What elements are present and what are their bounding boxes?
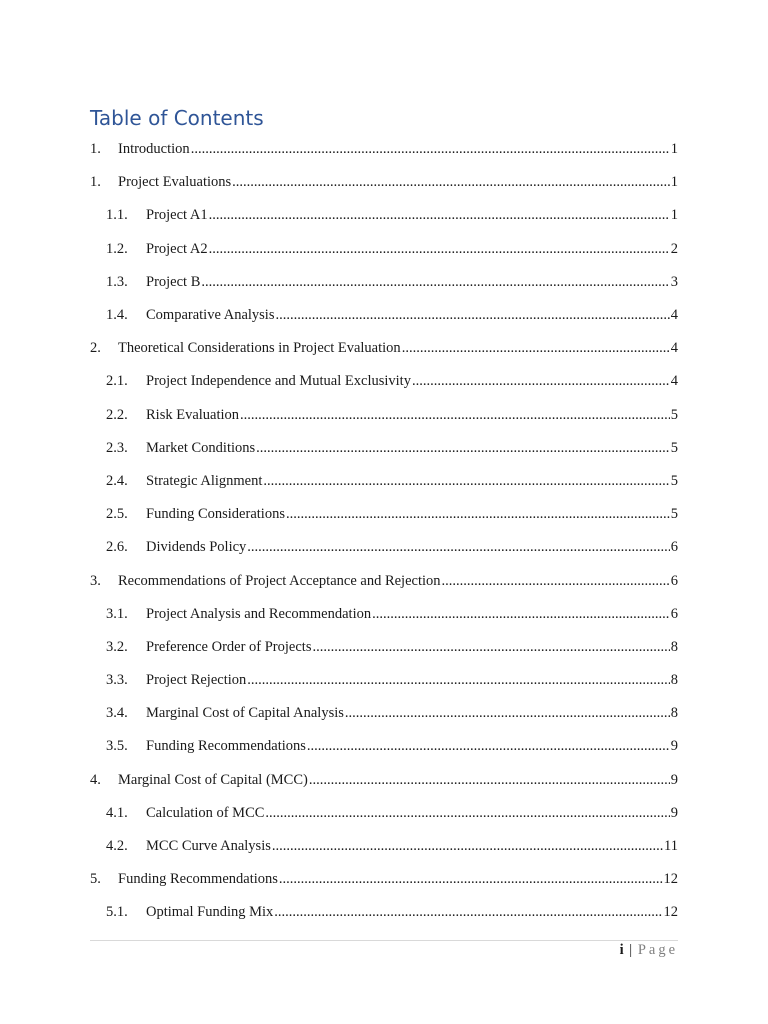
toc-dot-leader: [309, 772, 670, 789]
toc-entry[interactable]: [90, 299, 678, 332]
toc-entry-label: Introduction: [118, 141, 190, 158]
toc-entry-label: Project Independence and Mutual Exclusivity: [146, 373, 411, 390]
toc-dot-leader: [265, 805, 669, 822]
toc-dot-leader: [275, 307, 669, 324]
toc-entry-label: Project A2: [146, 240, 208, 257]
toc-entry-label: Project Evaluations: [118, 174, 232, 191]
toc-dot-leader: [247, 672, 669, 689]
toc-entry-page: 1: [670, 207, 678, 224]
toc-entry-label: Calculation of MCC: [146, 804, 265, 821]
toc-entry[interactable]: [90, 564, 678, 597]
toc-entry-number: 3.2.: [106, 638, 128, 655]
toc-list: [90, 133, 678, 930]
toc-entry-page: 8: [670, 638, 678, 655]
toc-entry[interactable]: [90, 332, 678, 365]
toc-entry-page: 11: [664, 838, 678, 855]
toc-dot-leader: [209, 207, 670, 224]
toc-entry-number: 2.6.: [106, 539, 128, 556]
toc-entry-number: 2.2.: [106, 406, 128, 423]
toc-dot-leader: [279, 871, 663, 888]
toc-entry-number: 2.3.: [106, 439, 128, 456]
toc-entry[interactable]: [90, 531, 678, 564]
toc-entry[interactable]: [90, 166, 678, 199]
toc-entry[interactable]: [90, 664, 678, 697]
toc-entry-number: 2.: [90, 340, 101, 357]
toc-entry-number: 3.5.: [106, 738, 128, 755]
toc-entry-number: 1.: [90, 174, 101, 191]
toc-entry[interactable]: [90, 697, 678, 730]
footer-rule: [90, 940, 678, 941]
toc-dot-leader: [232, 174, 670, 191]
toc-entry-label: Preference Order of Projects: [146, 638, 312, 655]
toc-entry-page: 12: [663, 871, 678, 888]
toc-entry-page: 9: [670, 738, 678, 755]
toc-dot-leader: [372, 606, 670, 623]
toc-dot-leader: [412, 373, 670, 390]
toc-entry-label: Project A1: [146, 207, 208, 224]
toc-entry-page: 2: [670, 240, 678, 257]
toc-dot-leader: [442, 573, 670, 590]
toc-entry-page: 8: [670, 672, 678, 689]
toc-entry-label: Recommendations of Project Acceptance and Rejection: [118, 572, 441, 589]
toc-entry[interactable]: [90, 233, 678, 266]
toc-entry-number: 1.2.: [106, 240, 128, 257]
toc-entry-label: Funding Considerations: [146, 506, 285, 523]
toc-entry-page: 5: [670, 406, 678, 423]
toc-entry-page: 1: [670, 174, 678, 191]
toc-entry-number: 4.: [90, 771, 101, 788]
toc-entry[interactable]: [90, 598, 678, 631]
toc-entry-label: Marginal Cost of Capital (MCC): [118, 771, 308, 788]
toc-entry-page: 3: [670, 273, 678, 290]
toc-entry-number: 1.: [90, 141, 101, 158]
toc-entry[interactable]: [90, 365, 678, 398]
footer-page-number: i: [619, 942, 624, 958]
toc-entry-label: Funding Recommendations: [146, 738, 306, 755]
toc-title: Table of Contents: [90, 106, 264, 130]
toc-entry-number: 3.1.: [106, 605, 128, 622]
toc-entry[interactable]: [90, 631, 678, 664]
toc-dot-leader: [256, 440, 670, 457]
toc-entry-label: MCC Curve Analysis: [146, 838, 271, 855]
toc-dot-leader: [274, 904, 662, 921]
toc-entry-label: Market Conditions: [146, 439, 256, 456]
toc-dot-leader: [263, 473, 669, 490]
toc-dot-leader: [209, 241, 670, 258]
toc-entry-page: 1: [670, 141, 678, 158]
toc-dot-leader: [247, 539, 669, 556]
toc-entry-label: Strategic Alignment: [146, 472, 263, 489]
toc-dot-leader: [240, 407, 670, 424]
toc-entry-page: 6: [670, 605, 678, 622]
toc-entry-number: 3.: [90, 572, 101, 589]
toc-entry-page: 5: [670, 472, 678, 489]
toc-entry-label: Comparative Analysis: [146, 307, 275, 324]
toc-entry-label: Project Rejection: [146, 672, 247, 689]
toc-entry-number: 2.5.: [106, 506, 128, 523]
toc-dot-leader: [191, 141, 670, 158]
toc-entry[interactable]: [90, 797, 678, 830]
footer-page-word: Page: [637, 942, 678, 958]
toc-dot-leader: [272, 838, 663, 855]
toc-entry-page: 4: [670, 307, 678, 324]
toc-entry-number: 5.: [90, 871, 101, 888]
toc-entry[interactable]: [90, 199, 678, 232]
toc-entry-number: 4.2.: [106, 838, 128, 855]
toc-entry-number: 1.4.: [106, 307, 128, 324]
toc-entry-page: 4: [670, 373, 678, 390]
toc-entry-page: 5: [670, 439, 678, 456]
toc-dot-leader: [402, 340, 670, 357]
toc-entry-label: Theoretical Considerations in Project Evaluation: [118, 340, 401, 357]
toc-dot-leader: [286, 506, 670, 523]
toc-entry-number: 1.1.: [106, 207, 128, 224]
toc-entry[interactable]: [90, 896, 678, 929]
toc-entry[interactable]: [90, 266, 678, 299]
toc-entry-number: 1.3.: [106, 273, 128, 290]
toc-entry-page: 9: [670, 771, 678, 788]
toc-dot-leader: [307, 738, 670, 755]
toc-entry[interactable]: [90, 498, 678, 531]
toc-entry-number: 2.4.: [106, 472, 128, 489]
toc-dot-leader: [201, 274, 669, 291]
toc-entry[interactable]: [90, 730, 678, 763]
toc-dot-leader: [345, 705, 670, 722]
toc-entry-page: 9: [670, 804, 678, 821]
toc-entry-label: Marginal Cost of Capital Analysis: [146, 705, 344, 722]
toc-entry[interactable]: [90, 764, 678, 797]
toc-entry-page: 4: [670, 340, 678, 357]
toc-entry-number: 3.4.: [106, 705, 128, 722]
toc-entry-page: 6: [670, 572, 678, 589]
toc-entry[interactable]: [90, 133, 678, 166]
toc-entry-number: 5.1.: [106, 904, 128, 921]
toc-entry-number: 3.3.: [106, 672, 128, 689]
toc-entry-label: Optimal Funding Mix: [146, 904, 274, 921]
toc-entry-number: 2.1.: [106, 373, 128, 390]
toc-dot-leader: [312, 639, 669, 656]
toc-entry-page: 12: [663, 904, 678, 921]
toc-entry-label: Project B: [146, 273, 201, 290]
toc-entry-label: Project Analysis and Recommendation: [146, 605, 372, 622]
toc-entry-label: Dividends Policy: [146, 539, 247, 556]
footer-separator: |: [629, 942, 633, 958]
toc-entry-number: 4.1.: [106, 804, 128, 821]
toc-entry-label: Risk Evaluation: [146, 406, 240, 423]
toc-entry-page: 8: [670, 705, 678, 722]
toc-entry[interactable]: [90, 830, 678, 863]
toc-entry-label: Funding Recommendations: [118, 871, 278, 888]
toc-entry[interactable]: [90, 465, 678, 498]
toc-entry-page: 6: [670, 539, 678, 556]
page-footer: [620, 942, 678, 959]
toc-entry[interactable]: [90, 399, 678, 432]
toc-entry[interactable]: [90, 863, 678, 896]
toc-entry[interactable]: [90, 432, 678, 465]
toc-entry-page: 5: [670, 506, 678, 523]
